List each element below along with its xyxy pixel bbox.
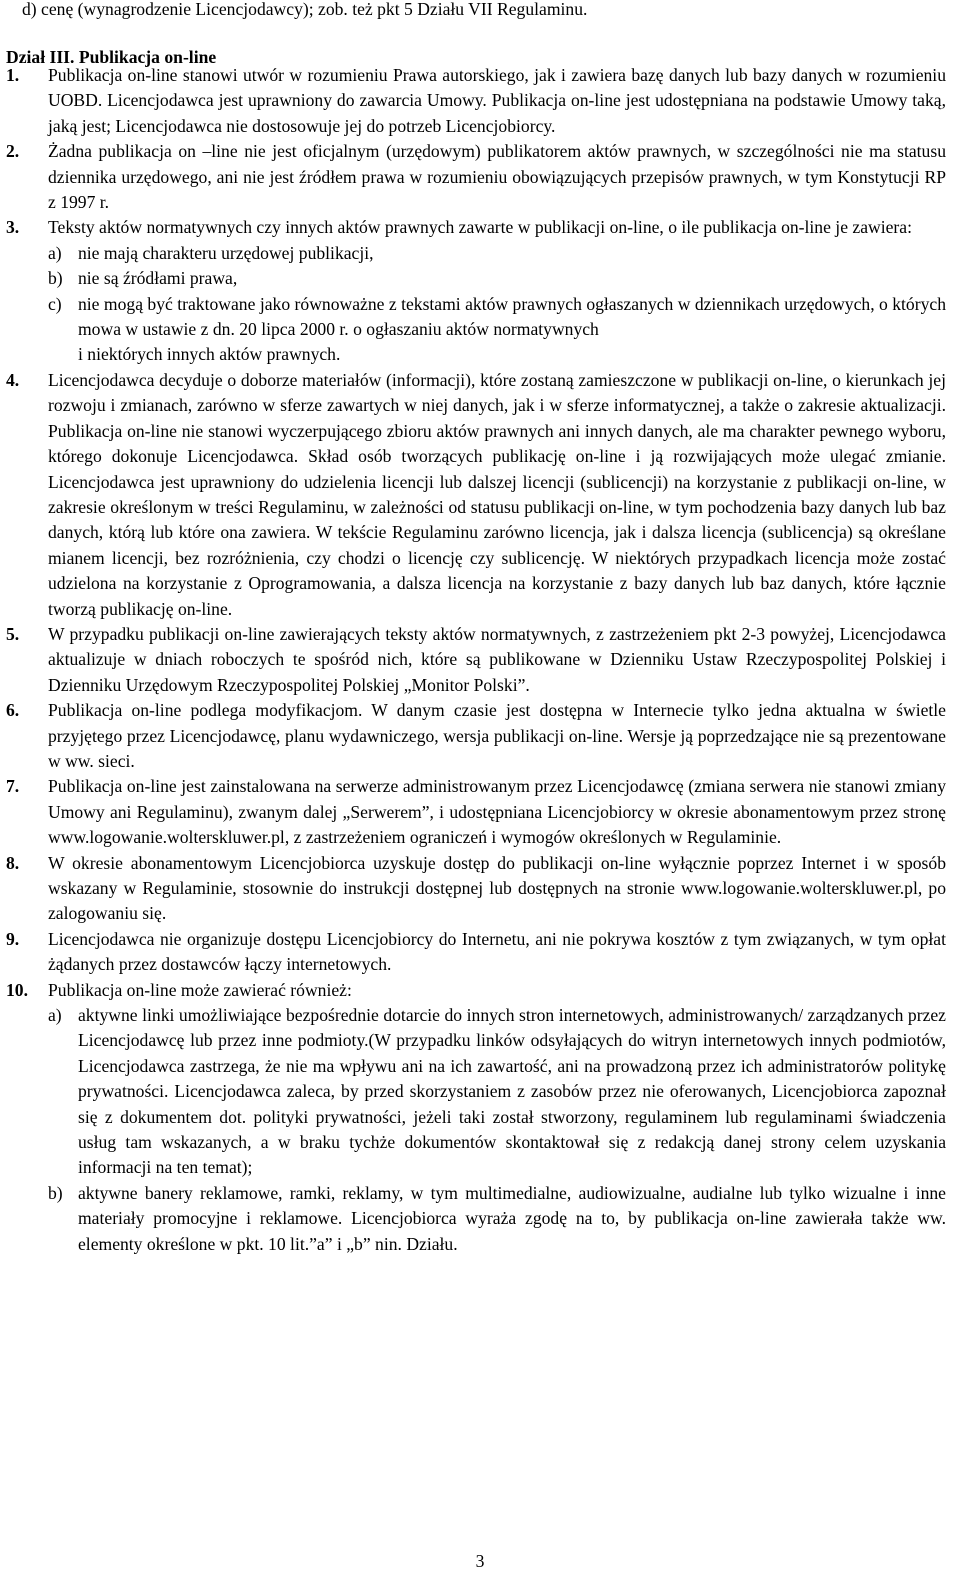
page-number: 3: [475, 1551, 485, 1571]
sub-item: [48, 1003, 946, 1181]
item-text: Publikacja on-line jest zainstalowana na serwerze administrowanym przez Licencjodawcę (zmiana serwera nie stanowi zmiany Umowy ani Regulaminu), zwanym dalej „Serwerem”, i udostępniana Licencjobiorcy w okresie abonamentowym przez stronę www.logowanie.wolterskluwer.pl, z zastrzeżeniem ograniczeń i wymogów określonych w Regulaminie.: [48, 776, 946, 848]
item-text: Licencjodawca nie organizuje dostępu Licencjobiorcy do Internetu, ani nie pokrywa kosztów z tym związanych, w tym opłat żądanych przez dostawców łączy internetowych.: [48, 928, 946, 975]
list-item: [6, 215, 946, 367]
sub-item-letter: a): [48, 242, 62, 263]
item-number: 7.: [6, 776, 20, 797]
numbered-list: [6, 63, 946, 1257]
item-number: 8.: [6, 852, 20, 873]
item-number: 1.: [6, 65, 20, 85]
sub-item: [48, 292, 946, 368]
item-text: Publikacja on-line może zawierać również:: [48, 979, 352, 1000]
item-number: 2.: [6, 141, 20, 162]
sub-item: [48, 1181, 946, 1257]
previous-section-tail: d) cenę (wynagrodzenie Licencjodawcy); zob. też pkt 5 Działu VII Regulaminu.: [22, 0, 588, 19]
sub-item-letter: a): [48, 1005, 62, 1026]
sub-item-text: nie mają charakteru urzędowej publikacji,: [78, 242, 374, 263]
sub-item-continuation: i niektórych innych aktów prawnych.: [78, 344, 341, 365]
sub-item: [48, 241, 946, 266]
item-number: 9.: [6, 928, 20, 949]
item-text: Publikacja on-line stanowi utwór w rozumieniu Prawa autorskiego, jak i zawiera bazę danych lub bazy danych w rozumieniu UOBD. Licencjodawca jest uprawniony do zawarcia Umowy. Publikacja on-line jest udostępniana na podstawie Umowy taką, jaką jest; Licencjodawca nie dostosowuje jej do potrzeb Licencjobiorcy.: [48, 65, 946, 136]
item-number: 3.: [6, 217, 20, 238]
item-text: Licencjodawca decyduje o doborze materiałów (informacji), które zostaną zamieszczone w publikacji on-line, o kierunkach jej rozwoju i zmianach, zarówno w sferze zawartych w niej danych, jak i w sferze informatycznej, a także o zakresie aktualizacji. Publikacja on-line nie stanowi wyczerpującego zbioru aktów prawnych ani innych danych, ale ma charakter pewnego wyboru, którego dokonuje Licencjodawca. Skład osób tworzących publikację on-line i ją rozwijających może ulegać zmianie. Licencjodawca jest uprawniony do udzielenia licencji lub dalszej licencji (sublicencji) na korzystanie z publikacji on-line, w zakresie określonym w treści Regulaminu, w zależności od statusu publikacji on-line, w tym pochodzenia bazy danych lub baz danych, którą lub które ona zawiera. W tekście Regulaminu zarówno licencja, jak i dalsza licencja (sublicencja) są określane mianem licencji, bez rozróżnienia, czy chodzi o licencję czy sublicencję. W niektórych przypadkach licencja może zostać udzielona na korzystanie z Oprogramowania, a dalsza licencja na korzystanie z bazy danych lub baz danych, które łącznie tworzą publikację on-line.: [48, 369, 946, 619]
section-heading: Dział III. Publikacja on-line: [6, 47, 217, 67]
list-item: [6, 139, 946, 215]
item-text: Żadna publikacja on –line nie jest oficjalnym (urzędowym) publikatorem aktów prawnych, w szczególności nie ma statusu dziennika urzędowego, ani nie jest źródłem prawa w rozumieniu obowiązujących przepisów prawnych, w tym Konstytucji RP z 1997 r.: [48, 141, 946, 213]
sub-item-letter: b): [48, 1182, 63, 1203]
list-item: [6, 368, 946, 622]
sub-item-text: nie są źródłami prawa,: [78, 268, 238, 289]
item-text: W przypadku publikacji on-line zawierających teksty aktów normatywnych, z zastrzeżeniem pkt 2-3 powyżej, Licencjodawca aktualizuje w dniach roboczych te spośród nich, które są publikowane w Dzienniku Ustaw Rzeczypospolitej Polskiej i Dzienniku Urzędowym Rzeczypospolitej Polskiej „Monitor Polski”.: [48, 623, 946, 695]
list-item: [6, 774, 946, 850]
list-item: [6, 698, 946, 774]
list-item: [6, 851, 946, 927]
sub-item: [48, 266, 946, 291]
sub-item-letter: c): [48, 293, 62, 314]
list-item: [6, 927, 946, 978]
list-item: [6, 63, 946, 139]
item-number: 5.: [6, 623, 20, 644]
sub-item-text: nie mogą być traktowane jako równoważne z tekstami aktów prawnych ogłaszanych w dziennikach urzędowych, o których mowa w ustawie z dn. 20 lipca 2000 r. o ogłaszaniu aktów normatywnych: [78, 293, 946, 340]
sub-item-text: aktywne banery reklamowe, ramki, reklamy, w tym multimedialne, audiowizualne, audialne lub tylko wizualne i inne materiały promocyjne i reklamowe. Licencjobiorca wyraża zgodę na to, by publikacja on-line zawierała także ww. elementy określone w pkt. 10 lit.”a” i „b” nin. Działu.: [78, 1182, 946, 1254]
item-text: Teksty aktów normatywnych czy innych aktów prawnych zawarte w publikacji on-line, o ile publikacja on-line je zawiera:: [48, 217, 912, 238]
list-item: [6, 978, 946, 1257]
item-text: W okresie abonamentowym Licencjobiorca uzyskuje dostęp do publikacji on-line wyłącznie poprzez Internet i w sposób wskazany w Regulaminie, stosownie do instrukcji dostępnej lub dostępnych na stronie www.logowanie.wolterskluwer.pl, po zalogowaniu się.: [48, 852, 946, 924]
item-number: 4.: [6, 369, 20, 390]
item-text: Publikacja on-line podlega modyfikacjom. W danym czasie jest dostępna w Internecie tylko jedna aktualna w świetle przyjętego przez Licencjodawcę, planu wydawniczego, wersja publikacji on-line. Wersje ją poprzedzające nie są prezentowane w ww. sieci.: [48, 700, 946, 771]
sub-item-text: aktywne linki umożliwiające bezpośrednie dotarcie do innych stron internetowych, administrowanych/ zarządzanych przez Licencjodawcę lub przez inne podmioty.(W przypadku linków odsyłających do witryn internetowych innych podmiotów, Licencjodawca zastrzega, że nie ma wpływu ani na ich zawartość, ani na prowadzoną przez ich administratorów politykę prywatności. Licencjodawca zaleca, by przed skorzystaniem z zasobów przez nie oferowanych, Licencjobiorca zapoznał się z dokumentem dot. polityki prywatności, jeżeli taki został stworzony, regulaminem lub regulaminami świadczenia usług tam wskazanych, a w braku tychże dokumentów skontaktował się z redakcją danej strony celem uzyskania informacji na ten temat);: [78, 1005, 946, 1178]
item-number: 6.: [6, 700, 20, 721]
item-number: 10.: [6, 979, 28, 1000]
list-item: [6, 622, 946, 698]
sub-item-letter: b): [48, 268, 63, 289]
